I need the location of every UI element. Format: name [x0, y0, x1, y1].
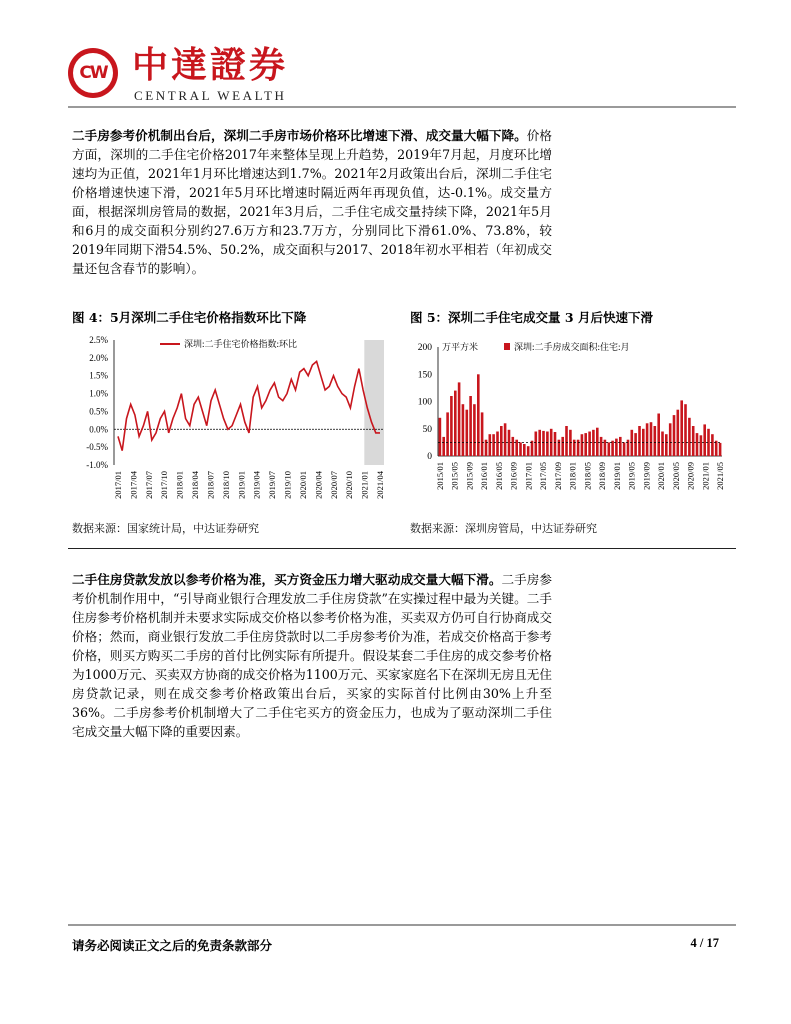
- bar: [500, 426, 503, 456]
- paragraph-lead: 二手房参考价机制出台后，深圳二手房市场价格环比增速下滑、成交量大幅下降。: [72, 128, 527, 143]
- figure5-title: 图 5：深圳二手住宅成交量 3 月后快速下滑: [410, 310, 653, 325]
- x-tick-label: 2020/01: [297, 471, 308, 499]
- bar: [554, 432, 557, 456]
- x-tick-label: 2019/01: [236, 471, 247, 499]
- bar: [673, 415, 676, 456]
- x-tick-label: 2021/01: [359, 471, 370, 499]
- x-tick-label: 2018/10: [220, 471, 231, 499]
- figure4-source: 数据来源：国家统计局，中达证券研究: [72, 522, 259, 535]
- footer-disclaimer: 请务必阅读正文之后的免责条款部分: [72, 938, 273, 953]
- x-tick-label: 2021/04: [375, 471, 385, 499]
- x-tick-label: 2015/09: [464, 462, 475, 490]
- x-tick-label: 2020/04: [313, 471, 324, 499]
- y-tick-label: 200: [417, 343, 432, 353]
- legend-label: 深圳:二手住宅价格指数:环比: [184, 339, 298, 349]
- series-line: [118, 361, 380, 450]
- company-logo: [68, 48, 118, 98]
- bar: [600, 437, 603, 456]
- bar: [669, 423, 672, 456]
- x-tick-label: 2019/05: [626, 462, 637, 490]
- brand-name-en: CENTRAL WEALTH: [134, 88, 287, 103]
- bar: [711, 434, 714, 456]
- bar: [654, 426, 657, 456]
- legend-label: 深圳:二手房成交面积:住宅:月: [514, 342, 630, 352]
- bar: [680, 400, 683, 456]
- footer-divider: [68, 924, 736, 926]
- bar: [646, 423, 649, 456]
- paragraph-price-volume: [72, 126, 552, 278]
- x-tick-label: 2019/10: [282, 471, 293, 499]
- figure5-source: 数据来源：深圳房管局，中达证券研究: [410, 522, 597, 535]
- bar: [535, 432, 538, 457]
- highlight-band: [364, 340, 384, 465]
- bar: [512, 437, 515, 456]
- legend-swatch: [504, 343, 510, 350]
- bar: [561, 437, 564, 456]
- bar: [588, 432, 591, 457]
- y-tick-label: -0.5%: [86, 442, 108, 453]
- bar: [584, 433, 587, 456]
- bar: [508, 430, 511, 456]
- x-tick-label: 2015/05: [449, 462, 460, 490]
- bar: [477, 374, 480, 456]
- x-tick-label: 2017/01: [113, 471, 123, 499]
- x-tick-label: 2018/01: [567, 462, 578, 490]
- bar: [473, 404, 476, 456]
- bar: [592, 430, 595, 456]
- bar: [546, 432, 549, 457]
- x-tick-label: 2018/09: [597, 462, 608, 490]
- x-tick-label: 2021/05: [715, 462, 726, 490]
- x-tick-label: 2019/01: [611, 462, 622, 490]
- figure4-line-chart: [72, 330, 392, 520]
- brand-name-cn: 中達證券: [132, 45, 289, 86]
- bar: [542, 431, 545, 456]
- bar: [700, 435, 703, 456]
- x-tick-label: 2015/01: [434, 462, 445, 490]
- x-tick-label: 2018/01: [174, 471, 185, 499]
- bar: [696, 433, 699, 456]
- bar: [665, 434, 668, 456]
- bar: [496, 432, 499, 457]
- x-tick-label: 2019/04: [251, 471, 262, 499]
- bar: [531, 441, 534, 456]
- y-tick-label: 1.5%: [89, 370, 108, 381]
- bar: [677, 410, 680, 456]
- paragraph-lead: 二手住房贷款发放以参考价格为准，买方资金压力增大驱动成交量大幅下滑。: [72, 572, 502, 587]
- x-tick-label: 2018/04: [190, 471, 201, 499]
- bar: [703, 424, 706, 456]
- x-tick-label: 2020/09: [685, 462, 696, 490]
- y-tick-label: 2.5%: [89, 335, 108, 345]
- figure5-bar-chart: [410, 330, 730, 520]
- bar: [631, 430, 634, 456]
- bar: [466, 410, 469, 456]
- bar: [684, 404, 687, 456]
- bar: [719, 443, 722, 456]
- x-tick-label: 2020/01: [656, 462, 667, 490]
- bar: [615, 439, 618, 456]
- unit-label: 万平方米: [442, 342, 479, 352]
- bar: [462, 404, 465, 456]
- bar: [439, 418, 442, 456]
- bar: [650, 422, 653, 456]
- x-tick-label: 2016/09: [508, 462, 519, 490]
- bar: [538, 430, 541, 456]
- x-tick-label: 2016/05: [493, 462, 504, 490]
- x-tick-label: 2020/05: [670, 462, 681, 490]
- bar: [715, 441, 718, 456]
- y-tick-label: 2.0%: [89, 352, 108, 363]
- bar: [458, 382, 461, 456]
- x-tick-label: 2017/07: [143, 471, 154, 499]
- x-tick-label: 2018/07: [205, 471, 216, 499]
- logo-text: CW: [73, 53, 113, 93]
- bar: [481, 412, 484, 456]
- y-tick-label: -1.0%: [86, 460, 108, 470]
- bar: [661, 432, 664, 457]
- bar: [608, 442, 611, 456]
- bar: [454, 391, 457, 456]
- x-tick-label: 2019/07: [267, 471, 278, 499]
- x-tick-label: 2020/07: [328, 471, 339, 499]
- bar: [611, 441, 614, 456]
- bar: [634, 433, 637, 456]
- y-tick-label: 100: [417, 397, 432, 408]
- y-tick-label: 50: [422, 424, 432, 435]
- y-tick-label: 0.0%: [89, 424, 108, 435]
- y-tick-label: 0: [427, 452, 432, 462]
- x-tick-label: 2016/01: [479, 462, 490, 490]
- paragraph-mortgage: [72, 570, 552, 741]
- x-tick-label: 2019/09: [641, 462, 652, 490]
- x-tick-label: 2017/01: [523, 462, 534, 490]
- bar: [565, 426, 568, 456]
- bar: [519, 442, 522, 456]
- bar: [688, 418, 691, 456]
- bar: [527, 446, 530, 456]
- figure4-title: 图 4：5月深圳二手住宅价格指数环比下降: [72, 310, 307, 325]
- bar: [492, 434, 495, 456]
- paragraph-body: 价格方面，深圳的二手住宅价格2017年来整体呈现上升趋势，2019年7月起，月度环比增速均为正值，2021年1月环比增速达到1.7%。2021年2月政策出台后，深圳二手住宅价格增速快速下滑，2021年5月环比增速时隔近两年再现负值，达-0.1%。成交量方面，根据深圳房管局的数据，2021年3月后，二手住宅成交量持续下降，2021年5月和6月的成交面积分别约27.6万方和23.7万方，分别同比下滑61.0%、73.8%，较2019年同期下滑54.5%、50.2%，成交面积与2017、2018年初水平相若（年初成交量还包含春节的影响）。: [72, 128, 553, 276]
- bar: [581, 434, 584, 456]
- bar: [450, 396, 453, 456]
- header-divider: [68, 106, 736, 108]
- bar: [523, 444, 526, 456]
- x-tick-label: 2018/05: [582, 462, 593, 490]
- x-tick-label: 2017/09: [552, 462, 563, 490]
- y-tick-label: 0.5%: [89, 406, 108, 417]
- bar: [657, 414, 660, 457]
- bar: [504, 423, 507, 456]
- bar: [469, 396, 472, 456]
- bar: [623, 442, 626, 456]
- y-tick-label: 1.0%: [89, 388, 108, 399]
- bar: [596, 428, 599, 456]
- page-number: 4 / 17: [690, 936, 719, 950]
- bar: [489, 434, 492, 456]
- x-tick-label: 2017/05: [538, 462, 549, 490]
- x-tick-label: 2020/10: [344, 471, 355, 499]
- bar: [569, 430, 572, 456]
- bar: [692, 426, 695, 456]
- y-tick-label: 150: [417, 370, 432, 381]
- section-divider: [68, 548, 736, 549]
- x-tick-label: 2017/04: [128, 471, 139, 499]
- x-tick-label: 2021/01: [700, 462, 711, 490]
- bar: [442, 437, 445, 456]
- bar: [619, 437, 622, 456]
- x-tick-label: 2017/10: [159, 471, 170, 499]
- bar: [638, 426, 641, 456]
- bar: [446, 412, 449, 456]
- paragraph-body: 二手房参考价机制作用中，“引导商业银行合理发放二手住房贷款”在实操过程中最为关键。二手住房参考价格机制并未要求实际成交价格以参考价格为准，买卖双方仍可自行协商成交价格；然而，商业银行发放二手住房贷款时以二手房参考价为准，若成交价格高于参考价格，则买方购买二手房的首付比例实际有所提升。假设某套二手住房的成交参考价格为1000万元、买卖双方协商的成交价格为1100万元、买家家庭名下在深圳无房且无住房贷款记录，则在成交参考价格政策出台后，买家的实际首付比例由30%上升至36%。二手房参考价机制增大了二手住宅买方的资金压力，也成为了驱动深圳二手住宅成交量大幅下降的重要因素。: [72, 572, 553, 739]
